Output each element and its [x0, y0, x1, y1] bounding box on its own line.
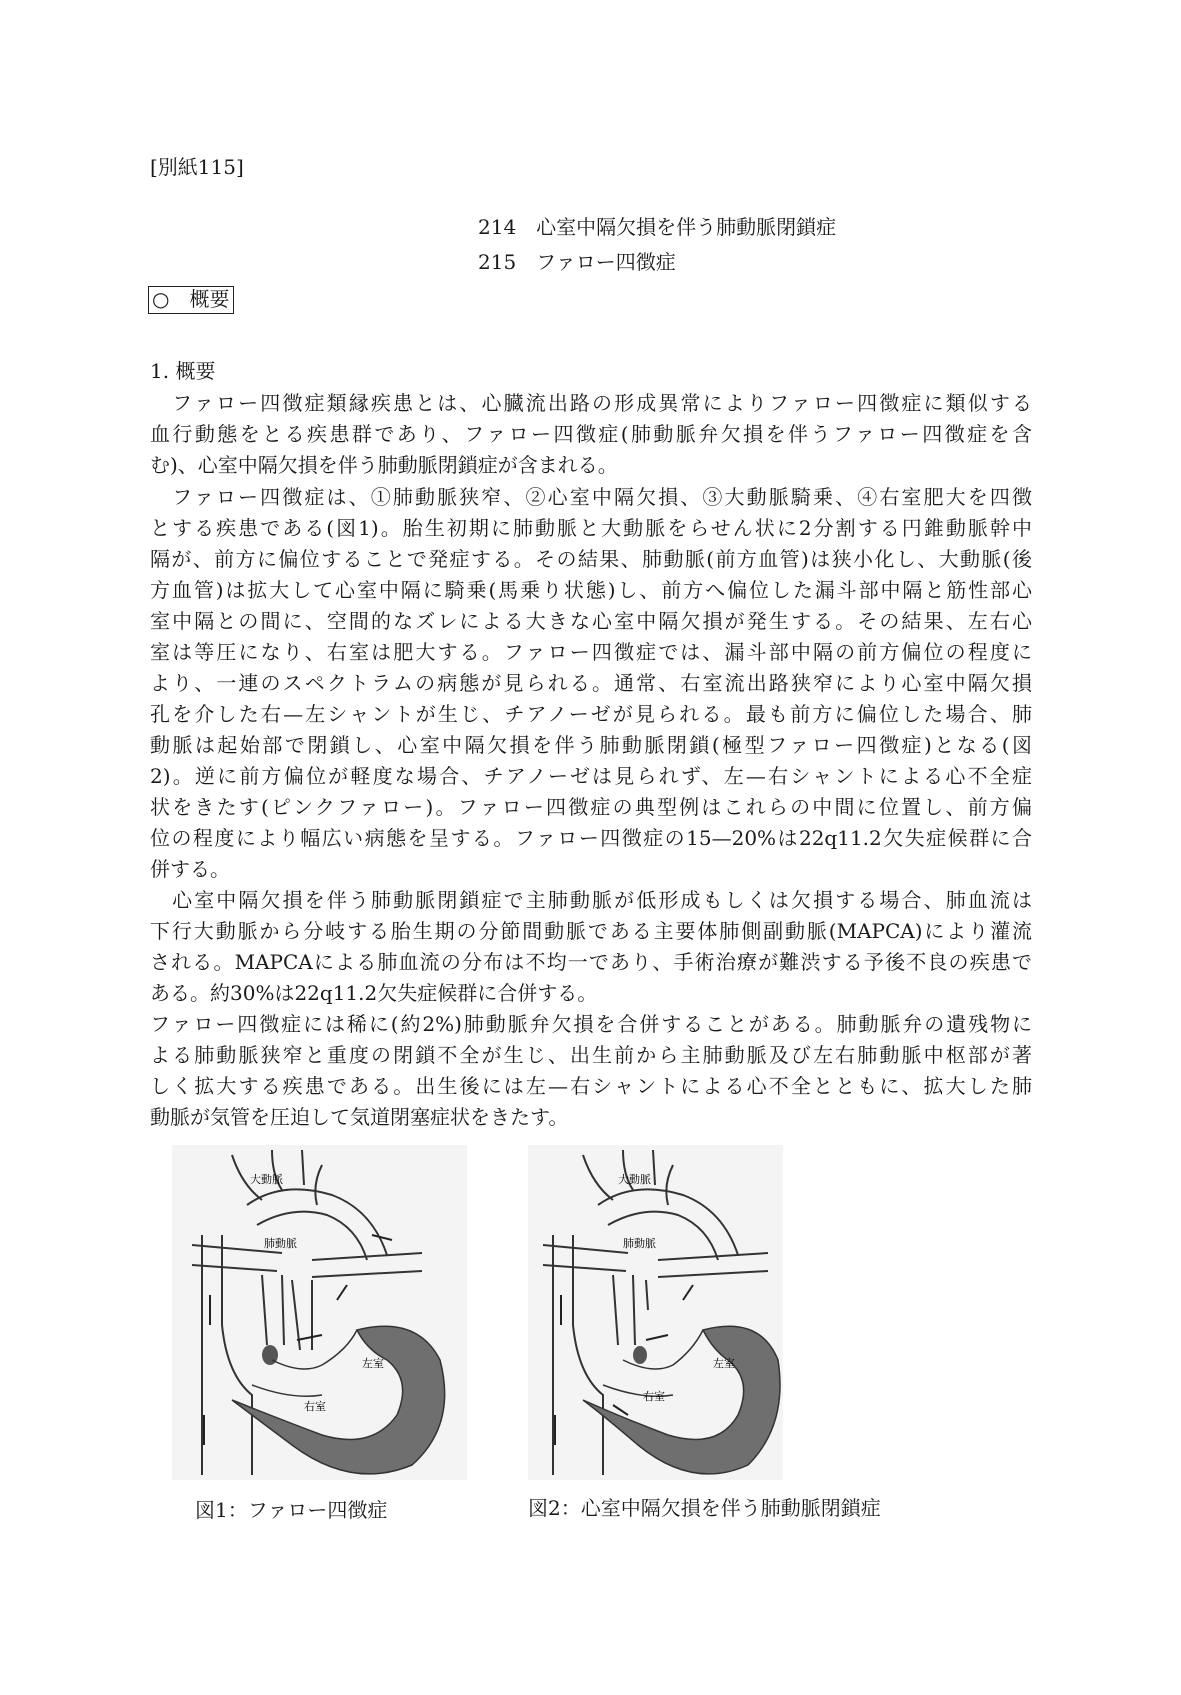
body-line: より、一連のスペクトラムの病態が見られる。通常、右室流出路狭窄により心室中隔欠損: [150, 671, 1032, 695]
body-line: よる肺動脈狭窄と重度の閉鎖不全が生じ、出生前から主肺動脈及び左右肺動脈中枢部が著: [150, 1043, 1032, 1067]
overview-heading-box: ○ 概要: [148, 286, 234, 314]
body-line: 血行動態をとる疾患群であり、ファロー四徴症(肺動脈弁欠損を伴うファロー四徴症を含: [150, 422, 1032, 446]
body-line: ファロー四徴症には稀に(約2%)肺動脈弁欠損を合併することがある。肺動脈弁の遺残物に: [150, 1012, 1032, 1036]
label-right-ventricle: 右室: [643, 1390, 665, 1403]
body-line: 孔を介した右—左シャントが生じ、チアノーゼが見られる。最も前方に偏位した場合、肺: [150, 702, 1032, 726]
annex-label: [別紙115]: [150, 155, 244, 179]
figure-1-tetralogy-diagram: [172, 1145, 467, 1480]
label-pulmonary-artery: 肺動脈: [264, 1237, 297, 1250]
body-line: 併する。: [150, 857, 230, 881]
body-line: ファロー四徴症は、①肺動脈狭窄、②心室中隔欠損、③大動脈騎乗、④右室肥大を四徴: [150, 485, 1032, 509]
body-line: しく拡大する疾患である。出生後には左—右シャントによる心不全とともに、拡大した肺: [150, 1074, 1032, 1098]
body-line: 室は等圧になり、右室は肥大する。ファロー四徴症では、漏斗部中隔の前方偏位の程度に: [150, 640, 1032, 664]
body-line: 心室中隔欠損を伴う肺動脈閉鎖症で主肺動脈が低形成もしくは欠損する場合、肺血流は: [150, 888, 1032, 912]
figure-2-caption: 図2：心室中隔欠損を伴う肺動脈閉鎖症: [528, 1496, 881, 1520]
heart-diagram-2-svg: [528, 1145, 783, 1480]
body-line: される。MAPCAによる肺血流の分布は不均一であり、手術治療が難渋する予後不良の疾患で: [150, 950, 1032, 974]
body-line: む)、心室中隔欠損を伴う肺動脈閉鎖症が含まれる。: [150, 453, 618, 477]
body-line: とする疾患である(図1)。胎生初期に肺動脈と大動脈をらせん状に2分割する円錐動脈幹中: [150, 516, 1032, 540]
body-line: 状をきたす(ピンクファロー)。ファロー四徴症の典型例はこれらの中間に位置し、前方偏: [150, 795, 1032, 819]
label-aorta: 大動脈: [618, 1173, 651, 1186]
section-subheading: 1. 概要: [150, 359, 216, 383]
body-line: 下行大動脈から分岐する胎生期の分節間動脈である主要体肺側副動脈(MAPCA)により灌流: [150, 919, 1032, 943]
figure-2-pulmonary-atresia-diagram: [528, 1145, 783, 1480]
body-line: 動脈が気管を圧迫して気道閉塞症状をきたす。: [150, 1105, 569, 1129]
body-line: 動脈は起始部で閉鎖し、心室中隔欠損を伴う肺動脈閉鎖(極型ファロー四徴症)となる(図: [150, 733, 1032, 757]
body-line: 室中隔との間に、空間的なズレによる大きな心室中隔欠損が発生する。その結果、左右心: [150, 609, 1032, 633]
label-pulmonary-artery: 肺動脈: [623, 1237, 656, 1250]
body-line: 位の程度により幅広い病態を呈する。ファロー四徴症の15—20%は22q11.2欠失症候群に合: [150, 826, 1032, 850]
body-line: 隔が、前方に偏位することで発症する。その結果、肺動脈(前方血管)は狭小化し、大動脈(後: [150, 547, 1032, 571]
figure-1-caption: 図1：ファロー四徴症: [195, 1498, 388, 1522]
label-left-ventricle: 左室: [362, 1357, 384, 1370]
heart-diagram-1-svg: [172, 1145, 467, 1480]
disease-title-215: 215 ファロー四徴症: [478, 250, 676, 274]
body-line: ファロー四徴症類縁疾患とは、心臓流出路の形成異常によりファロー四徴症に類似する: [150, 391, 1032, 415]
label-aorta: 大動脈: [250, 1173, 283, 1186]
body-line: ある。約30%は22q11.2欠失症候群に合併する。: [150, 981, 598, 1005]
body-line: 方血管)は拡大して心室中隔に騎乗(馬乗り状態)し、前方へ偏位した漏斗部中隔と筋性部心: [150, 578, 1032, 602]
label-left-ventricle: 左室: [713, 1357, 735, 1370]
body-line: 2)。逆に前方偏位が軽度な場合、チアノーゼは見られず、左—右シャントによる心不全症: [150, 764, 1032, 788]
atretic-valve-mark: [633, 1346, 647, 1364]
label-right-ventricle: 右室: [304, 1400, 326, 1413]
disease-title-214: 214 心室中隔欠損を伴う肺動脈閉鎖症: [478, 215, 837, 239]
